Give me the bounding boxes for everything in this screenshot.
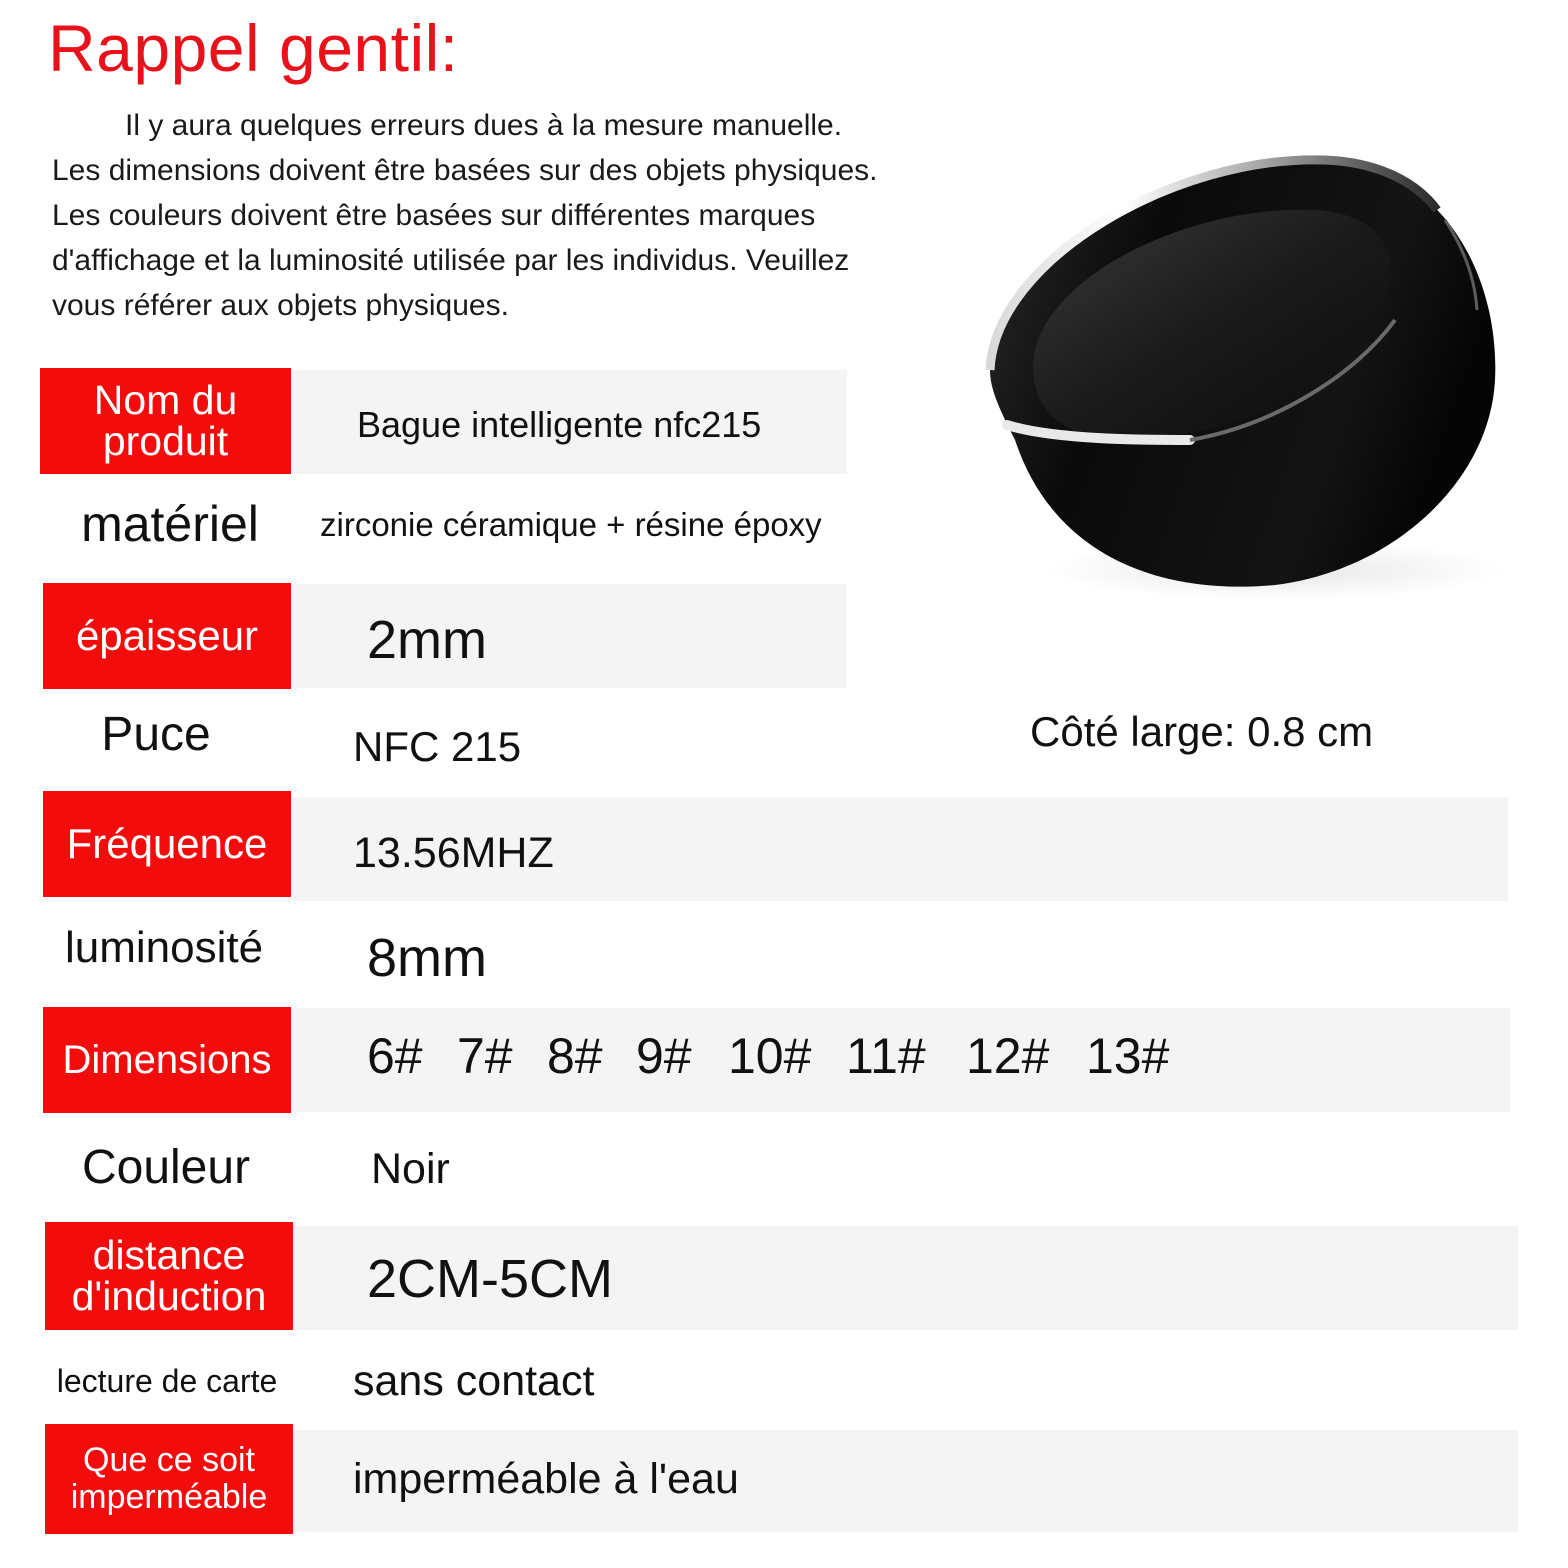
label-frequency: Fréquence <box>43 791 291 897</box>
size-option: 8# <box>547 1028 603 1084</box>
value-color: Noir <box>371 1144 450 1193</box>
label-material: matériel <box>81 496 259 552</box>
label-dimensions: Dimensions <box>43 1007 291 1113</box>
label-thickness: épaisseur <box>43 583 291 689</box>
size-option: 6# <box>367 1028 423 1084</box>
size-option: 13# <box>1086 1028 1170 1084</box>
label-brightness: luminosité <box>64 923 264 972</box>
label-product-name-line2: produit <box>102 418 229 464</box>
ring-width-caption: Côté large: 0.8 cm <box>1030 708 1374 755</box>
note-line-3: Les couleurs doivent être basées sur différentes marques <box>52 199 816 232</box>
value-thickness: 2mm <box>367 610 487 670</box>
note-line-5: vous référer aux objets physiques. <box>52 289 509 322</box>
label-chip: Puce <box>101 707 211 761</box>
size-option: 7# <box>457 1028 513 1084</box>
label-induction <box>45 1222 293 1330</box>
note-line-1: Il y aura quelques erreurs dues à la mesure manuelle. <box>125 109 843 142</box>
label-color: Couleur <box>81 1140 251 1194</box>
size-option: 10# <box>728 1028 812 1084</box>
value-brightness: 8mm <box>367 928 487 988</box>
label-waterproof <box>45 1424 293 1534</box>
note-line-2: Les dimensions doivent être basées sur des objets physiques. <box>52 154 878 187</box>
value-waterproof: imperméable à l'eau <box>353 1454 739 1503</box>
value-frequency: 13.56MHZ <box>353 828 554 877</box>
size-option: 11# <box>846 1028 926 1084</box>
black-ring-image <box>975 140 1515 620</box>
label-waterproof-line1: Que ce soit <box>83 1441 255 1480</box>
label-card-reading: lecture de carte <box>56 1362 278 1399</box>
value-product-name: Bague intelligente nfc215 <box>357 404 762 445</box>
page-title: Rappel gentil: <box>48 11 459 85</box>
size-option: 9# <box>636 1028 692 1084</box>
value-induction: 2CM-5CM <box>367 1249 614 1309</box>
value-material: zirconie céramique + résine époxy <box>320 506 822 543</box>
note-line-4: d'affichage et la luminosité utilisée par les individus. Veuillez <box>52 244 850 277</box>
value-dimensions <box>367 1026 1186 1086</box>
ring-icon <box>975 140 1515 620</box>
label-waterproof-line2: imperméable <box>70 1478 268 1516</box>
label-product-name <box>40 368 291 474</box>
label-product-name-line1: Nom du <box>93 377 238 423</box>
label-induction-line1: distance <box>92 1232 246 1278</box>
size-option: 12# <box>966 1028 1050 1084</box>
value-chip: NFC 215 <box>353 723 522 770</box>
value-card-reading: sans contact <box>353 1356 595 1405</box>
label-induction-line2: d'induction <box>71 1273 267 1319</box>
